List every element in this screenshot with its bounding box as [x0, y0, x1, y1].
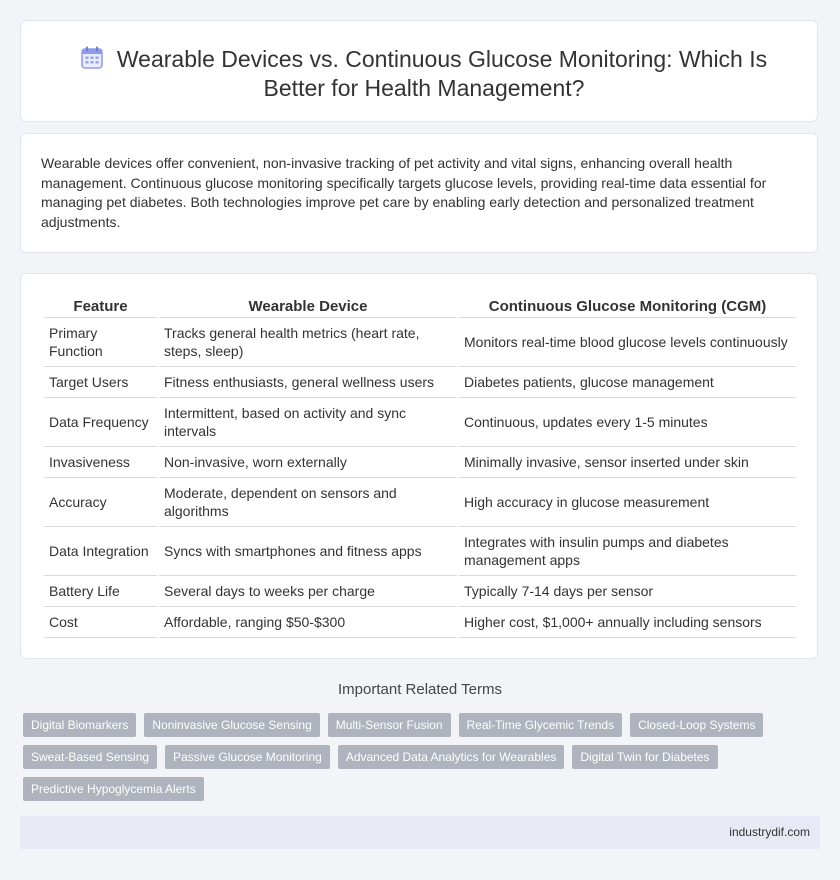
table-row: [44, 478, 796, 527]
table-cell-wearable: Syncs with smartphones and fitness apps: [159, 527, 457, 576]
related-terms-list: [23, 713, 783, 809]
related-term-tag[interactable]: Passive Glucose Monitoring: [165, 745, 330, 769]
table-cell-feature: Invasiveness: [44, 447, 157, 478]
table-cell-feature: Accuracy: [44, 478, 157, 527]
footer: [20, 816, 820, 849]
title-wrap: [61, 45, 787, 103]
table-cell-cgm: Minimally invasive, sensor inserted under skin: [459, 447, 796, 478]
related-term-tag[interactable]: Multi-Sensor Fusion: [328, 713, 451, 737]
related-term-tag[interactable]: Predictive Hypoglycemia Alerts: [23, 777, 204, 801]
table-cell-cgm: Continuous, updates every 1-5 minutes: [459, 398, 796, 447]
related-term-tag[interactable]: Real-Time Glycemic Trends: [459, 713, 623, 737]
related-term-tag[interactable]: Digital Biomarkers: [23, 713, 136, 737]
table-cell-cgm: Diabetes patients, glucose management: [459, 367, 796, 398]
table-cell-feature: Primary Function: [44, 318, 157, 367]
table-cell-wearable: Non-invasive, worn externally: [159, 447, 457, 478]
table-row: [44, 527, 796, 576]
page-title-text: Wearable Devices vs. Continuous Glucose Monitoring: Which Is Better for Health Management?: [116, 46, 768, 101]
comparison-table-card: [20, 273, 818, 659]
column-header-wearable: Wearable Device: [159, 295, 457, 318]
table-cell-cgm: Integrates with insulin pumps and diabetes management apps: [459, 527, 796, 576]
column-header-cgm: Continuous Glucose Monitoring (CGM): [459, 295, 796, 318]
table-row: [44, 447, 796, 478]
table-row: [44, 607, 796, 638]
table-cell-feature: Target Users: [44, 367, 157, 398]
table-cell-feature: Data Frequency: [44, 398, 157, 447]
table-header-row: [44, 295, 796, 318]
table-cell-wearable: Moderate, dependent on sensors and algorithms: [159, 478, 457, 527]
comparison-table: [42, 295, 798, 638]
related-term-tag[interactable]: Digital Twin for Diabetes: [572, 745, 717, 769]
related-term-tag[interactable]: Sweat-Based Sensing: [23, 745, 157, 769]
title-card: [20, 20, 818, 122]
table-cell-feature: Data Integration: [44, 527, 157, 576]
table-cell-wearable: Fitness enthusiasts, general wellness users: [159, 367, 457, 398]
related-term-tag[interactable]: Advanced Data Analytics for Wearables: [338, 745, 565, 769]
table-row: [44, 398, 796, 447]
footer-site-link[interactable]: industrydif.com: [729, 825, 810, 839]
table-row: [44, 576, 796, 607]
related-term-tag[interactable]: Noninvasive Glucose Sensing: [144, 713, 319, 737]
table-cell-feature: Battery Life: [44, 576, 157, 607]
table-row: [44, 367, 796, 398]
table-cell-wearable: Affordable, ranging $50-$300: [159, 607, 457, 638]
table-cell-wearable: Tracks general health metrics (heart rate, steps, sleep): [159, 318, 457, 367]
related-terms-heading: Important Related Terms: [338, 681, 502, 698]
intro-card: [20, 133, 818, 253]
column-header-feature: Feature: [44, 295, 157, 318]
table-cell-feature: Cost: [44, 607, 157, 638]
table-cell-wearable: Intermittent, based on activity and sync intervals: [159, 398, 457, 447]
page-title: [61, 45, 787, 103]
table-cell-cgm: High accuracy in glucose measurement: [459, 478, 796, 527]
table-cell-wearable: Several days to weeks per charge: [159, 576, 457, 607]
table-row: [44, 318, 796, 367]
table-cell-cgm: Higher cost, $1,000+ annually including sensors: [459, 607, 796, 638]
table-cell-cgm: Typically 7-14 days per sensor: [459, 576, 796, 607]
table-cell-cgm: Monitors real-time blood glucose levels continuously: [459, 318, 796, 367]
calendar-icon: [81, 46, 103, 70]
intro-text: Wearable devices offer convenient, non-invasive tracking of pet activity and vital signs, enhancing overall health management. Continuous glucose monitoring specifically targets glucose levels, providing real-time data essential for managing pet diabetes. Both technologies improve pet care by enabling early detection and personalized treatment adjustments.: [41, 155, 767, 230]
related-term-tag[interactable]: Closed-Loop Systems: [630, 713, 763, 737]
